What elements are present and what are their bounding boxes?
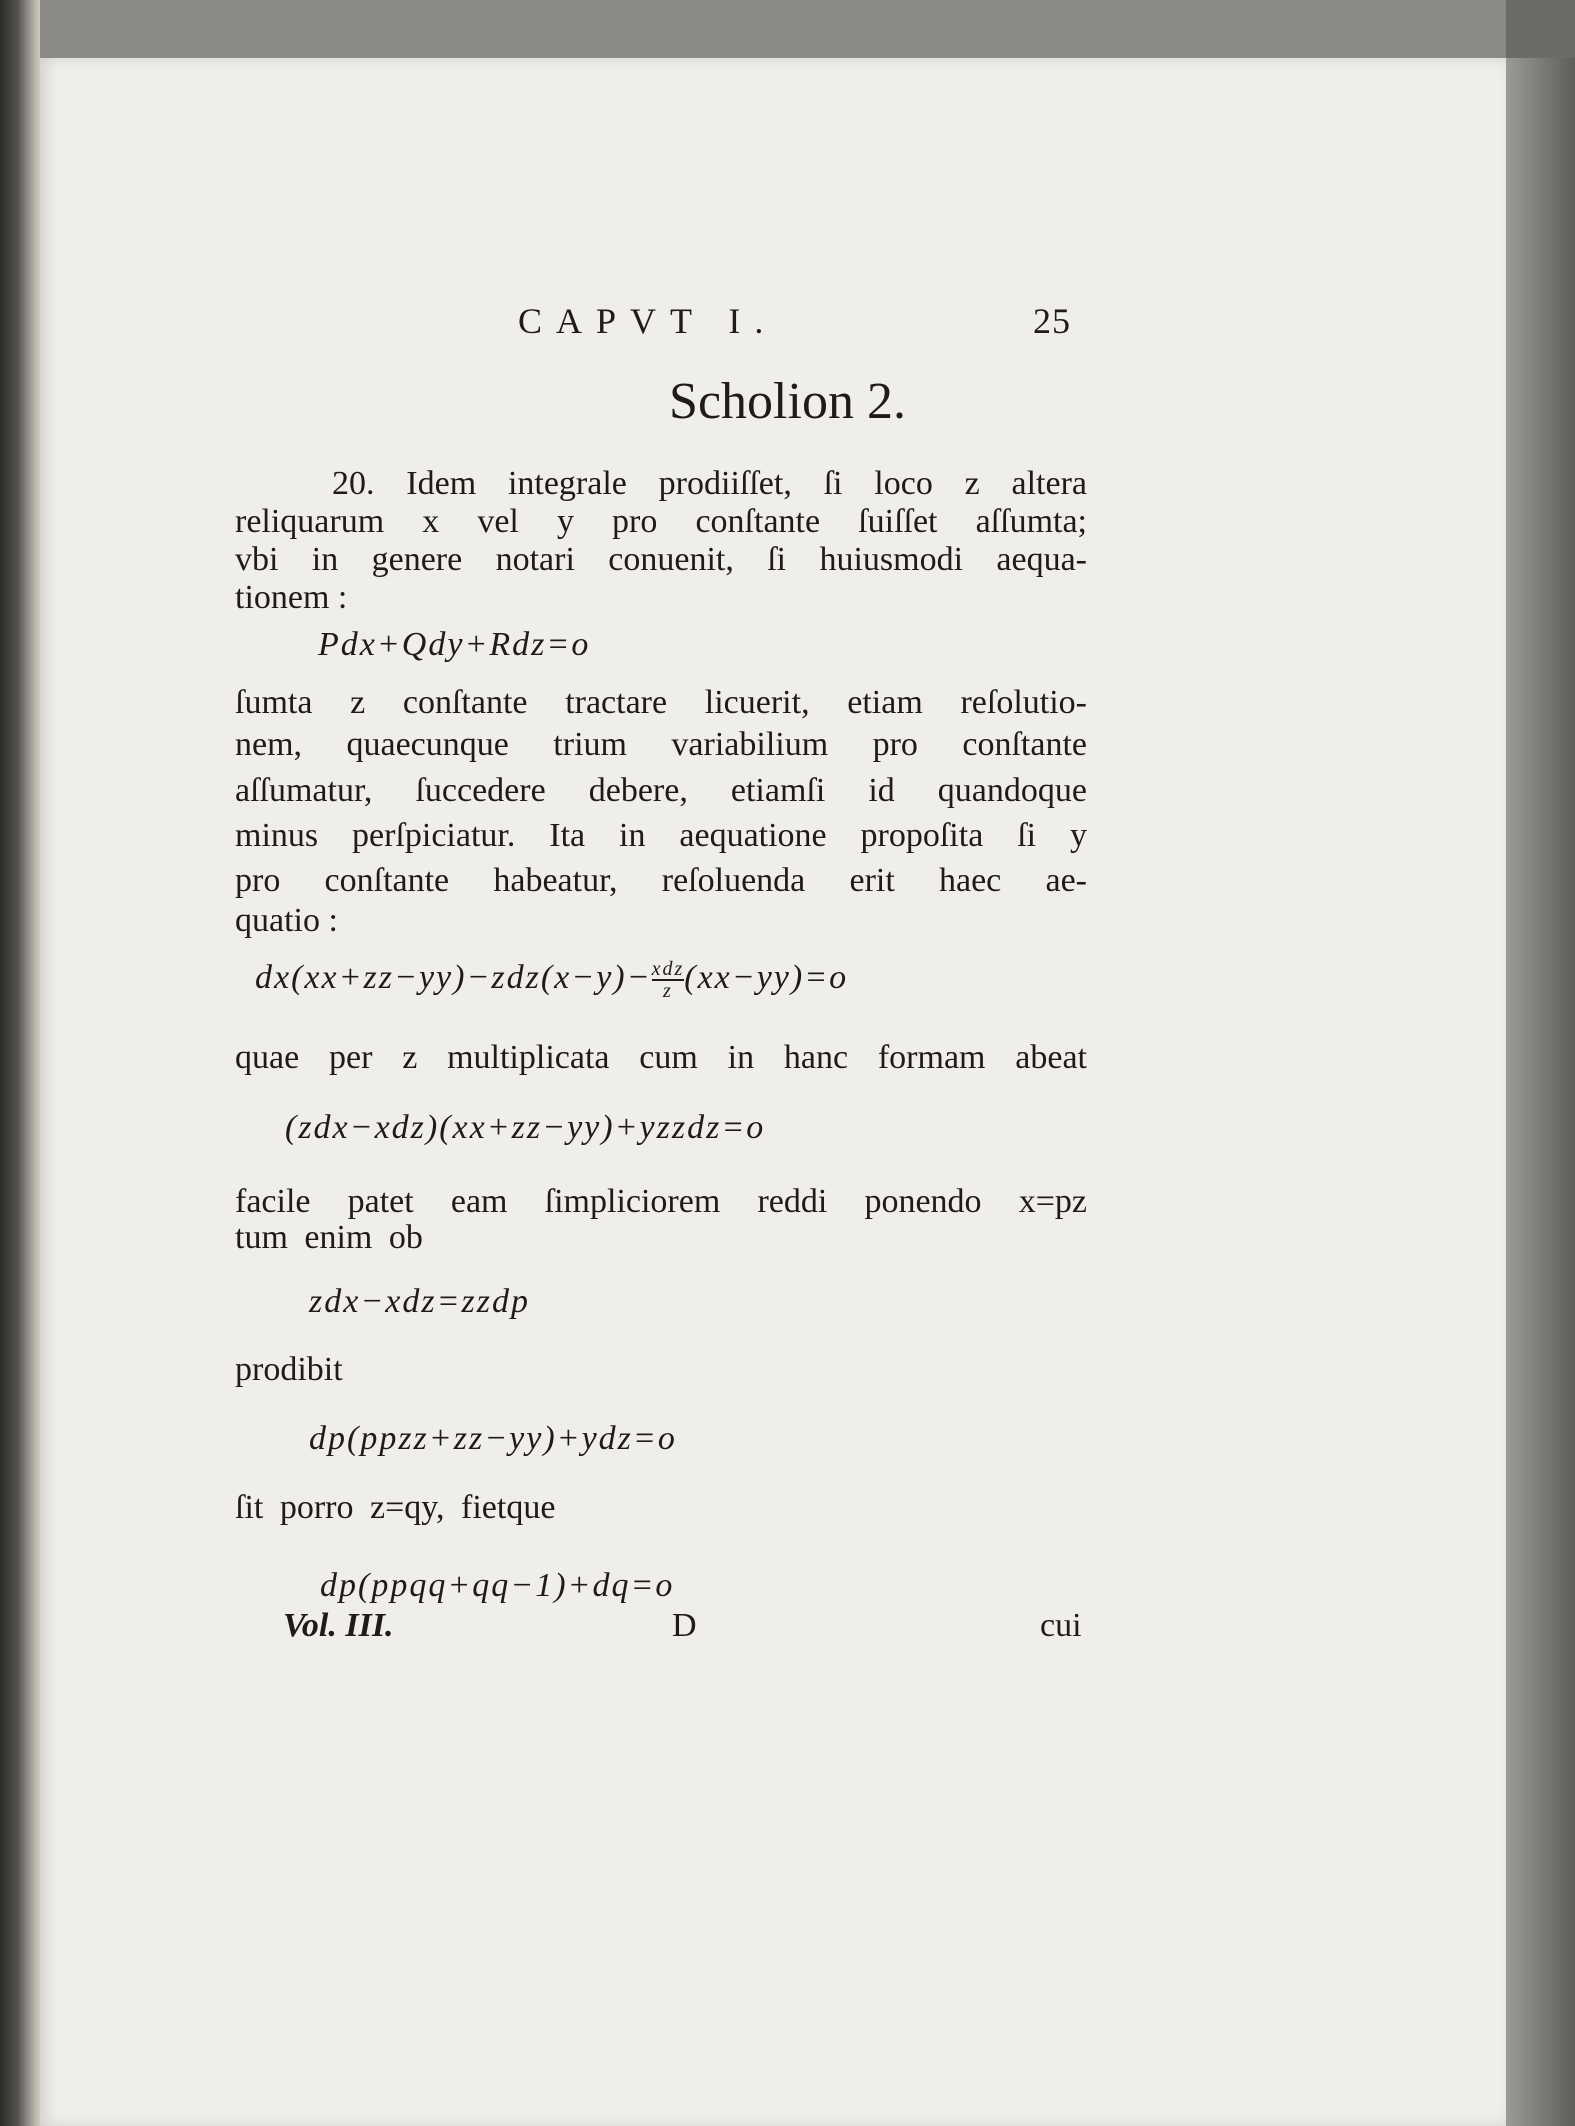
section-title: Scholion 2. bbox=[669, 373, 906, 430]
catchword: cui bbox=[1040, 1607, 1082, 1644]
equation bbox=[255, 958, 848, 1001]
text-line: reliquarum x vel y pro conſtante ſuiſſet aſſumta; bbox=[235, 503, 1087, 540]
equation-part: (xx−yy)=o bbox=[684, 959, 849, 996]
equation: dp(ppqq+qq−1)+dq=o bbox=[320, 1567, 675, 1604]
running-head: CAPVT I. bbox=[518, 301, 778, 341]
text-line: prodibit bbox=[235, 1351, 343, 1388]
background-top bbox=[40, 0, 1506, 58]
text-line: quatio : bbox=[235, 902, 338, 939]
book-binding bbox=[0, 0, 44, 2126]
text-line: minus perſpiciatur. Ita in aequatione propoſita ſi y bbox=[235, 817, 1087, 854]
text-line: ſit porro z=qy, fietque bbox=[235, 1489, 556, 1526]
text-line: facile patet eam ſimpliciorem reddi ponendo x=pz bbox=[235, 1183, 1087, 1220]
text-line: 20. Idem integrale prodiiſſet, ſi loco z altera bbox=[332, 465, 1087, 502]
equation: Pdx+Qdy+Rdz=o bbox=[318, 626, 591, 663]
equation: zdx−xdz=zzdp bbox=[309, 1283, 530, 1320]
text-line: ſumta z conſtante tractare licuerit, etiam reſolutio- bbox=[235, 684, 1087, 721]
text-line: nem, quaecunque trium variabilium pro conſtante bbox=[235, 726, 1087, 763]
equation: (zdx−xdz)(xx+zz−yy)+yzzdz=o bbox=[285, 1109, 766, 1146]
text-line: quae per z multiplicata cum in hanc formam abeat bbox=[235, 1039, 1087, 1076]
fraction bbox=[652, 959, 685, 1001]
text-line: tum enim ob bbox=[235, 1219, 423, 1256]
fraction-numerator: xdz bbox=[651, 958, 685, 981]
book-page bbox=[40, 58, 1506, 2126]
signature-mark: D bbox=[672, 1607, 697, 1644]
text-line: tionem : bbox=[235, 579, 348, 616]
page-edge bbox=[1506, 58, 1575, 2126]
fraction-denominator: z bbox=[663, 980, 673, 1003]
text-line: pro conſtante habeatur, reſoluenda erit haec ae- bbox=[235, 862, 1087, 899]
equation: dp(ppzz+zz−yy)+ydz=o bbox=[309, 1420, 677, 1457]
text-line: vbi in genere notari conuenit, ſi huiusmodi aequa- bbox=[235, 541, 1087, 578]
equation-part: dx(xx+zz−yy)−zdz(x−y)− bbox=[255, 959, 652, 996]
text-line: aſſumatur, ſuccedere debere, etiamſi id quandoque bbox=[235, 772, 1087, 809]
page-number: 25 bbox=[1033, 301, 1071, 341]
volume-mark: Vol. III. bbox=[283, 1607, 394, 1644]
